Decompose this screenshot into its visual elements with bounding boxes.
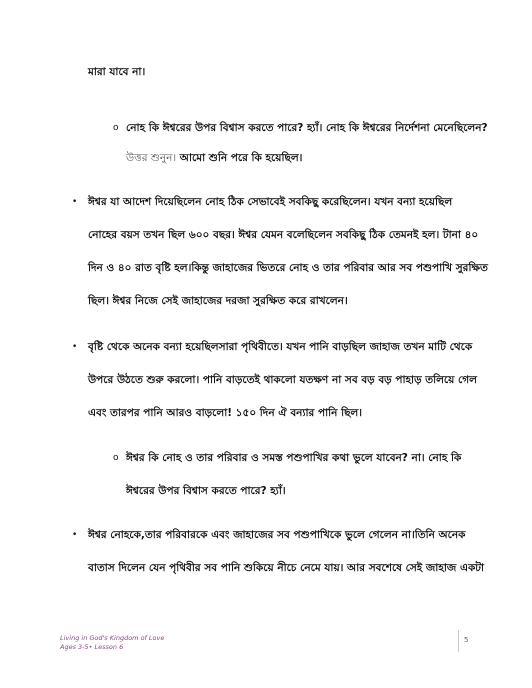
disc-bullet: •	[72, 342, 78, 352]
footer	[60, 634, 164, 652]
answer-line	[126, 151, 302, 165]
text-line: বাতাস দিলেন যেন পৃথিবীর সব পানি শুকিয়ে নীচে নেমে যায়। আর সবশেষে সেই জাহাজ একটা	[88, 562, 485, 574]
text-line: ছিল। ঈশ্বর নিজে সেই জাহাজের দরজা সুরক্ষিত করে রাখলেন।	[88, 295, 348, 307]
circle-bullet: o	[113, 123, 119, 133]
text-line: উপরে উঠতে শুরু করলো। পানি বাড়তেই থাকলো যতক্ষণ না সব বড় বড় পাহাড় তলিয়ে গেল	[88, 374, 477, 386]
circle-bullet: o	[113, 453, 119, 463]
text-line: এবং তারপর পানি আরও বাড়লো! ১৫০ দিন ঐ বন্যার পানি ছিল।	[88, 407, 363, 419]
text-line: বৃষ্টি থেকে অনেক বন্যা হয়েছিলসারা পৃথিবীতে। যখন পানি বাড়ছিল জাহাজ তখন মাটি থেকে	[88, 341, 473, 353]
answer-text: আমো শুনি পরে কি হয়েছিল।	[179, 152, 303, 164]
footer-subtitle: Ages 3-5• Lesson 6	[60, 643, 124, 651]
footer-title: Living in God's Kingdom of Love	[60, 634, 165, 642]
text-line: নোহের বয়স তখন ছিল ৬০০ বছর। ঈশ্বর যেমন বলেছিলেন সবকিছু ঠিক তেমনই হল। টানা ৪০	[88, 229, 479, 241]
text-line: ঈশ্বর নোহকে,তার পরিবারকে এবং জাহাজের সব পশুপাখিকে ভুলে গেলেন না।তিনি অনেক	[88, 529, 466, 541]
footer-divider	[458, 630, 459, 652]
answer-label: উত্তর শুনুন।	[126, 152, 177, 164]
text-line: ঈশ্বর যা আদেশ দিয়েছিলেন নোহ ঠিক সেভাবেই সবকিছু করেছিলেন। যখন বন্যা হয়েছিল	[88, 196, 453, 208]
question-line: ঈশ্বরের উপর বিশ্বাস করতে পারে? হ্যাঁ।	[126, 485, 286, 497]
text-line: দিন ও ৪০ রাত বৃষ্টি হল।কিন্তু জাহাজের ভিতরে নোহ ও তার পরিবার আর সব পশুপাখি সুরক্ষিত	[88, 262, 488, 274]
disc-bullet: •	[72, 197, 78, 207]
disc-bullet: •	[72, 530, 78, 540]
question-line: ঈশ্বর কি নোহ ও তার পরিবার ও সমস্ত পশুপাখির কথা ভুলে যাবেন? না। নোহ কি	[126, 452, 462, 464]
text-line: মারা যাবে না।	[88, 66, 146, 78]
question-line: নোহ কি ঈশ্বরের উপর বিশ্বাস করতে পারে? হ্যাঁ। নোহ কি ঈশ্বরের নির্দেশনা মেনেছিলেন?	[126, 122, 488, 134]
page-number: 5	[464, 636, 469, 644]
